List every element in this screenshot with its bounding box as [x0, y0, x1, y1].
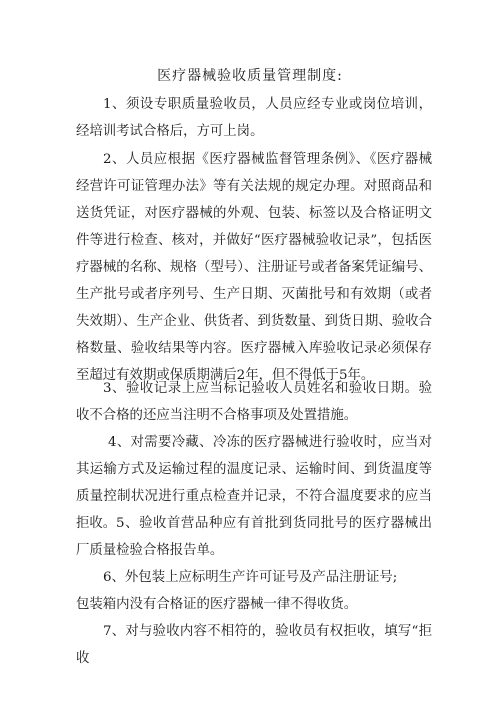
document-title: 医疗器械验收质量管理制度:	[157, 68, 343, 84]
paragraph-7: 7、对与验收内容不相符的，验收员有权拒收，填写“拒收	[76, 624, 432, 666]
paragraph-5: 5、验收首营品种应有首批到货同批号的医疗器械出厂质量检验合格报告单。	[76, 516, 432, 558]
paragraph-1: 1、须设专职质量验收员，人员应经专业或岗位培训，经培训考试合格后，方可上岗。	[76, 97, 432, 139]
paragraph-4: 4、对需要冷藏、冷冻的医疗器械进行验收时，应当对其运输方式及运输过程的温度记录、运输时间、到货温度等质量控制状况进行重点检查并记录，不符合温度要求的应当拒收。	[76, 435, 432, 531]
paragraph-6: 6、外包装上应标明生产许可证号及产品注册证号;	[103, 570, 398, 585]
paragraph-3: 3、验收记录上应当标记验收人员姓名和验收日期。验收不合格的还应当注明不合格事项及处置措施。	[76, 381, 432, 423]
paragraph-6-continued: 包装箱内没有合格证的医疗器械一律不得收货。	[76, 597, 358, 612]
paragraph-2: 2、人员应根据《医疗器械监督管理条例》、《医疗器械经营许可证管理办法》等有关法规的规定办理。对照商品和送货凭证，对医疗器械的外观、包装、标签以及合格证明文件等进行检查、核对，并做好“医疗器械验收记录”，包括医疗器械的名称、规格（型号）、注册证号或者备案凭证编号、生产批号或者序列号、生产日期、灭菌批号和有效期（或者失效期）、生产企业、供货者、到货数量、到货日期、验收合格数量、验收结果等内容。医疗器械入库验收记录必须保存至超过有效期或保质期满后2年，但不得低于5年。	[76, 152, 432, 383]
